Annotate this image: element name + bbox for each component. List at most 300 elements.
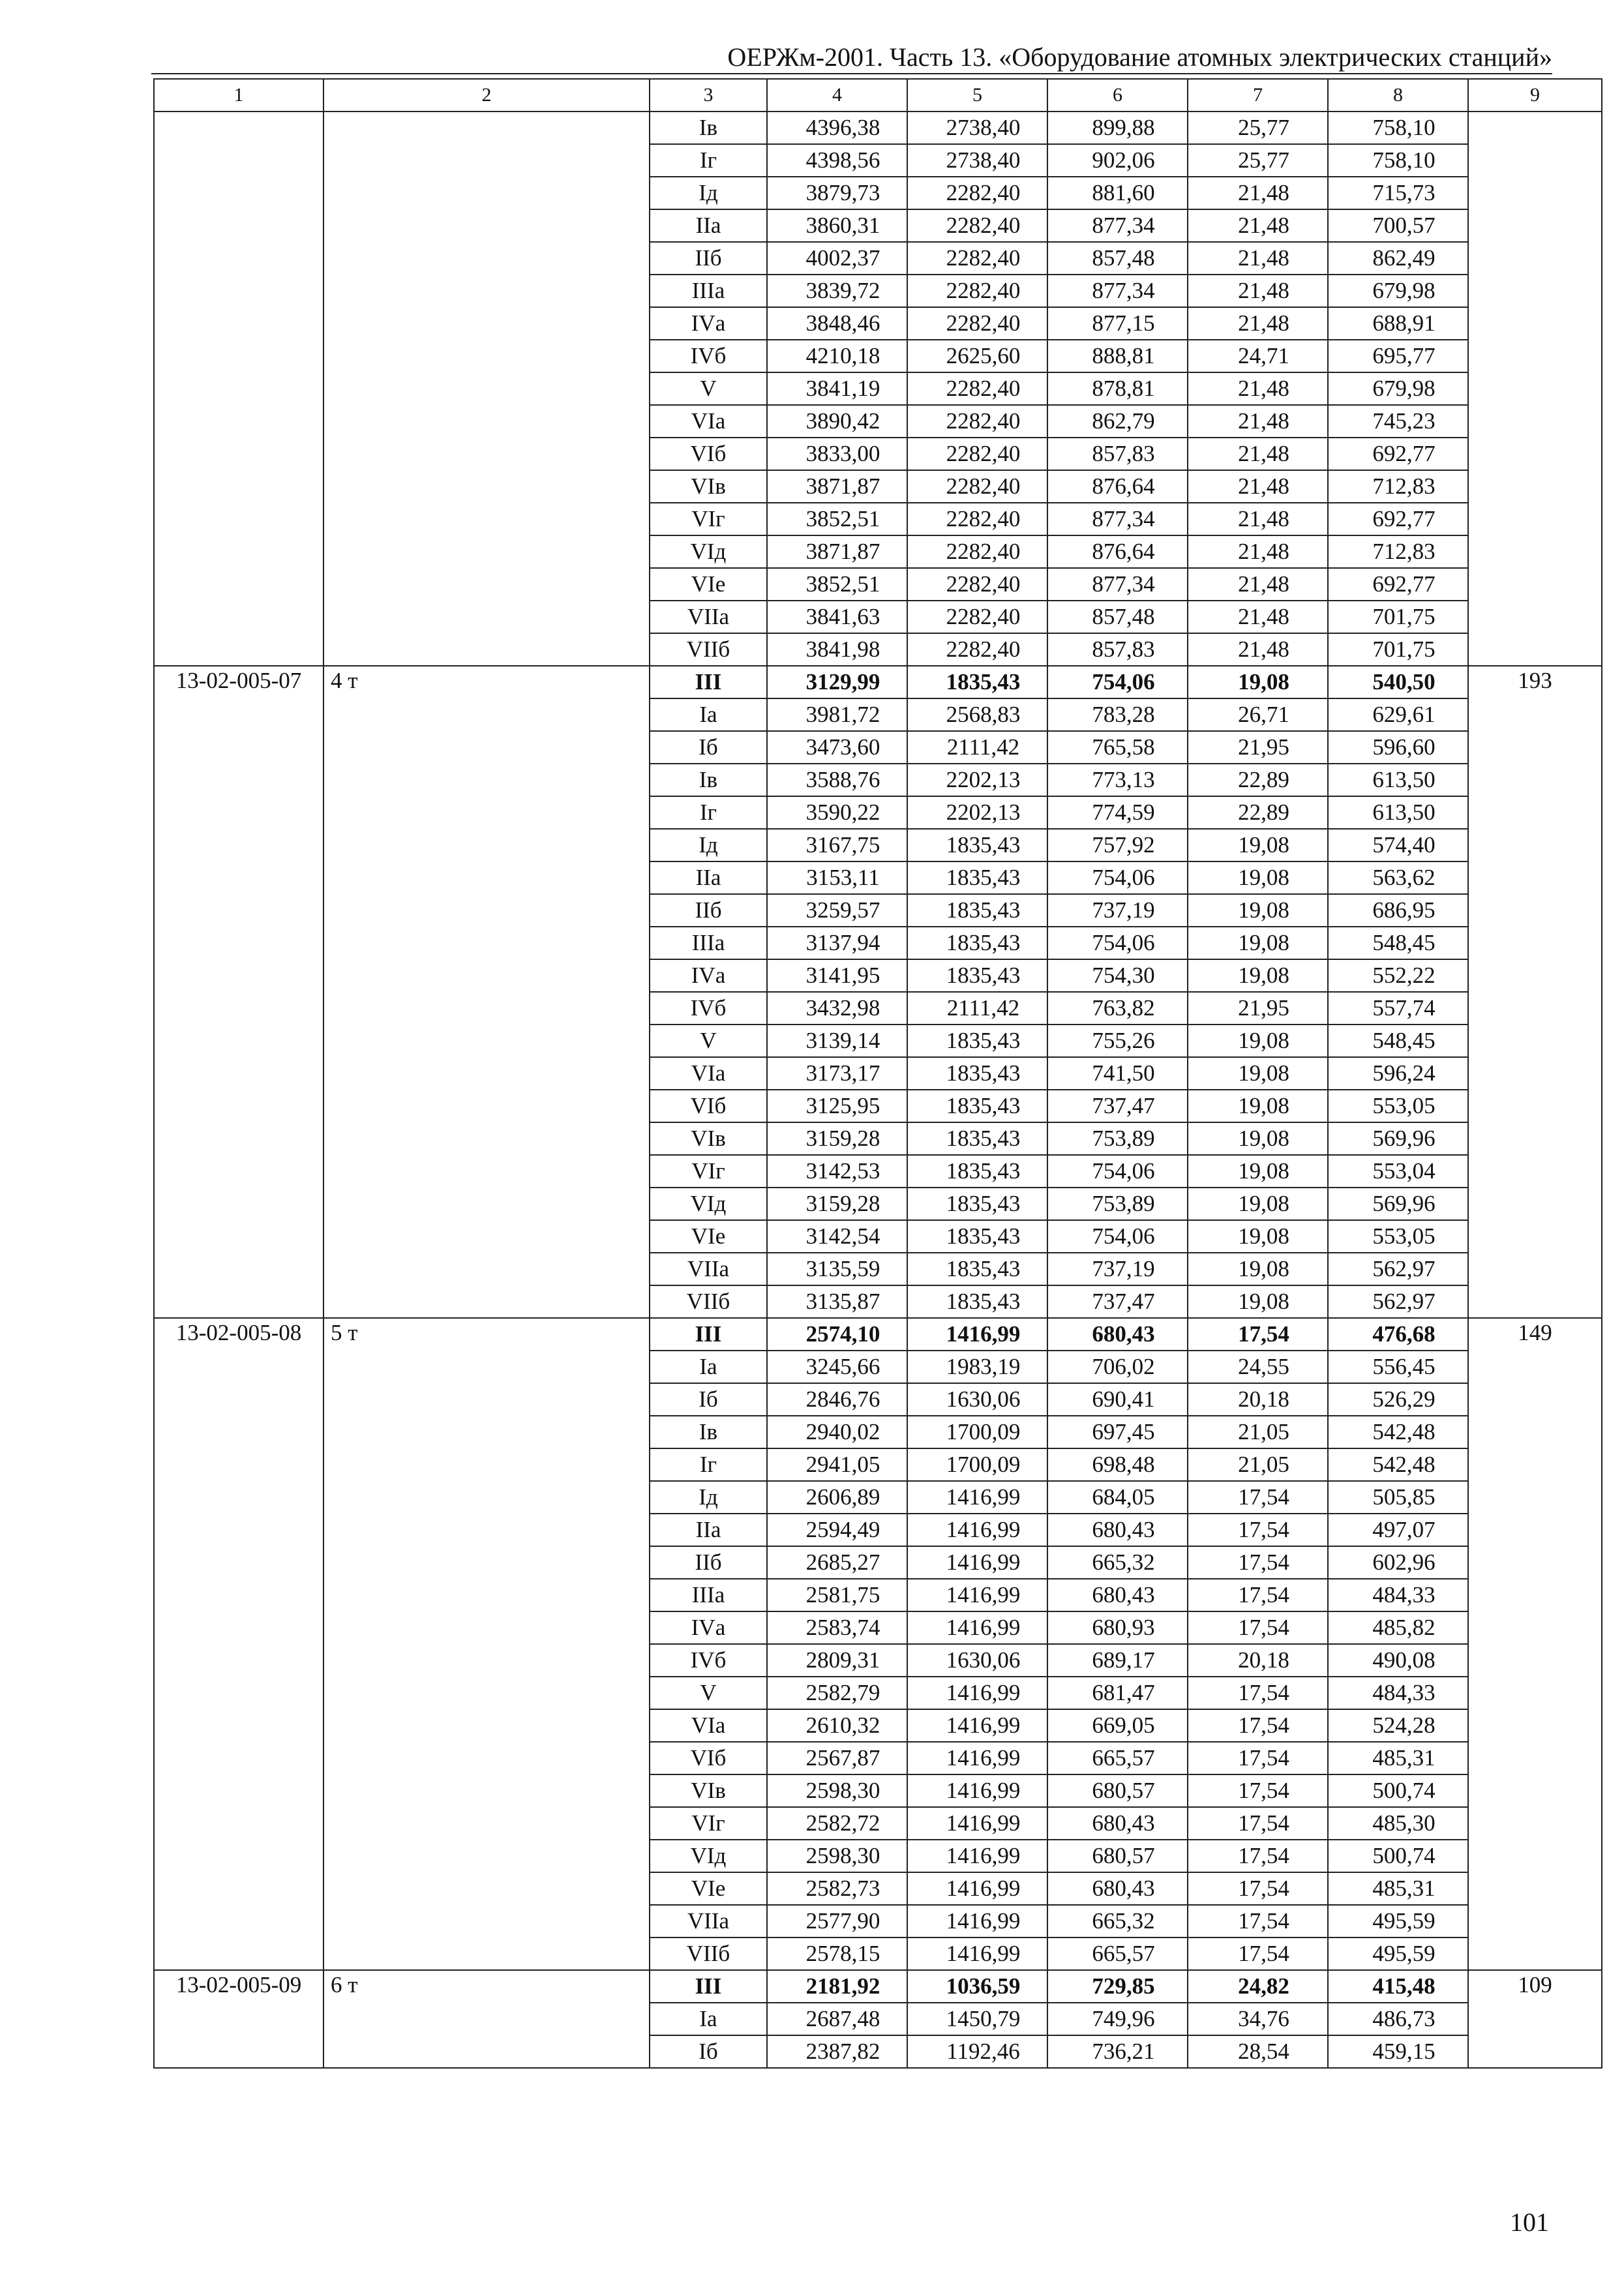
value-col6-cell: 737,19 [1047, 894, 1188, 927]
value-col5-cell: 1630,06 [907, 1383, 1047, 1416]
value-col7-cell: 34,76 [1188, 2003, 1328, 2035]
value-col7-cell: 19,08 [1188, 861, 1328, 894]
value-col5-cell: 2282,40 [907, 372, 1047, 405]
value-col4-cell: 2610,32 [767, 1709, 907, 1742]
value-col8-cell: 548,45 [1328, 1025, 1468, 1057]
value-col6-cell: 680,57 [1047, 1840, 1188, 1872]
value-col5-cell: 2282,40 [907, 535, 1047, 568]
value-col6-cell: 783,28 [1047, 698, 1188, 731]
zone-cell: VIд [650, 1840, 767, 1872]
value-col5-cell: 2282,40 [907, 601, 1047, 633]
table-row [154, 666, 1602, 698]
value-col6-cell: 857,48 [1047, 242, 1188, 275]
value-col5-cell: 1835,43 [907, 1155, 1047, 1188]
value-col8-cell: 679,98 [1328, 372, 1468, 405]
value-col7-cell: 21,48 [1188, 535, 1328, 568]
value-col5-cell: 1416,99 [907, 1742, 1047, 1774]
value-col7-cell: 25,77 [1188, 112, 1328, 144]
value-col5-cell: 1835,43 [907, 861, 1047, 894]
value-col8-cell: 542,48 [1328, 1416, 1468, 1448]
value-col4-cell: 3129,99 [767, 666, 907, 698]
value-col5-cell: 1416,99 [907, 1709, 1047, 1742]
value-col8-cell: 542,48 [1328, 1448, 1468, 1481]
column-number: 1 [154, 79, 323, 112]
value-col7-cell: 17,54 [1188, 1937, 1328, 1970]
value-col7-cell: 21,05 [1188, 1448, 1328, 1481]
zone-cell: Iа [650, 2003, 767, 2035]
value-col7-cell: 26,71 [1188, 698, 1328, 731]
value-col8-cell: 557,74 [1328, 992, 1468, 1025]
value-col7-cell: 19,08 [1188, 927, 1328, 959]
value-col5-cell: 2625,60 [907, 340, 1047, 372]
value-col8-cell: 553,04 [1328, 1155, 1468, 1188]
value-col5-cell: 2282,40 [907, 242, 1047, 275]
value-col4-cell: 3159,28 [767, 1188, 907, 1220]
value-col8-cell: 562,97 [1328, 1285, 1468, 1318]
value-col8-cell: 459,15 [1328, 2035, 1468, 2068]
zone-cell: Iб [650, 2035, 767, 2068]
column-number: 8 [1328, 79, 1468, 112]
value-col7-cell: 21,48 [1188, 438, 1328, 470]
zone-cell: IIа [650, 861, 767, 894]
resource-code-cell: 13-02-005-07 [154, 666, 323, 1318]
value-col7-cell: 21,05 [1188, 1416, 1328, 1448]
zone-cell: VIIа [650, 1253, 767, 1285]
zone-cell: IIIа [650, 927, 767, 959]
zone-cell: VIе [650, 1220, 767, 1253]
value-col4-cell: 4398,56 [767, 144, 907, 177]
value-col6-cell: 689,17 [1047, 1644, 1188, 1677]
value-col7-cell: 19,08 [1188, 1285, 1328, 1318]
value-col5-cell: 1416,99 [907, 1905, 1047, 1937]
zone-cell: VIг [650, 1807, 767, 1840]
value-col5-cell: 2738,40 [907, 144, 1047, 177]
value-col6-cell: 749,96 [1047, 2003, 1188, 2035]
value-col7-cell: 19,08 [1188, 1025, 1328, 1057]
value-col8-cell: 562,97 [1328, 1253, 1468, 1285]
value-col6-cell: 684,05 [1047, 1481, 1188, 1514]
zone-cell: VIв [650, 470, 767, 503]
value-col6-cell: 665,57 [1047, 1937, 1188, 1970]
value-col6-cell: 755,26 [1047, 1025, 1188, 1057]
value-col4-cell: 3839,72 [767, 275, 907, 307]
value-col8-cell: 548,45 [1328, 927, 1468, 959]
value-col4-cell: 2940,02 [767, 1416, 907, 1448]
value-col8-cell: 613,50 [1328, 796, 1468, 829]
value-col8-cell: 692,77 [1328, 568, 1468, 601]
value-col4-cell: 3135,87 [767, 1285, 907, 1318]
value-col5-cell: 1416,99 [907, 1318, 1047, 1351]
value-col7-cell: 17,54 [1188, 1481, 1328, 1514]
value-col4-cell: 3125,95 [767, 1090, 907, 1122]
value-col4-cell: 3159,28 [767, 1122, 907, 1155]
value-col8-cell: 574,40 [1328, 829, 1468, 861]
value-col4-cell: 2582,79 [767, 1677, 907, 1709]
value-col4-cell: 4002,37 [767, 242, 907, 275]
value-col4-cell: 4210,18 [767, 340, 907, 372]
value-col6-cell: 877,34 [1047, 209, 1188, 242]
zone-cell: IVа [650, 1611, 767, 1644]
value-col7-cell: 19,08 [1188, 1122, 1328, 1155]
value-col4-cell: 2594,49 [767, 1514, 907, 1546]
value-col4-cell: 3833,00 [767, 438, 907, 470]
value-col8-cell: 596,60 [1328, 731, 1468, 764]
value-col5-cell: 1835,43 [907, 927, 1047, 959]
value-col7-cell: 21,48 [1188, 307, 1328, 340]
value-col8-cell: 495,59 [1328, 1937, 1468, 1970]
value-col6-cell: 680,43 [1047, 1514, 1188, 1546]
value-col4-cell: 3167,75 [767, 829, 907, 861]
value-col7-cell: 21,95 [1188, 992, 1328, 1025]
zone-cell: Iд [650, 177, 767, 209]
value-col7-cell: 20,18 [1188, 1383, 1328, 1416]
value-col8-cell: 613,50 [1328, 764, 1468, 796]
table-row [154, 1318, 1602, 1351]
value-col6-cell: 899,88 [1047, 112, 1188, 144]
value-col8-cell: 540,50 [1328, 666, 1468, 698]
value-col4-cell: 4396,38 [767, 112, 907, 144]
value-col7-cell: 17,54 [1188, 1840, 1328, 1872]
value-col4-cell: 2685,27 [767, 1546, 907, 1579]
value-col7-cell: 17,54 [1188, 1742, 1328, 1774]
value-col7-cell: 19,08 [1188, 1155, 1328, 1188]
value-col8-cell: 553,05 [1328, 1090, 1468, 1122]
value-col4-cell: 2598,30 [767, 1840, 907, 1872]
value-col6-cell: 741,50 [1047, 1057, 1188, 1090]
value-col8-cell: 553,05 [1328, 1220, 1468, 1253]
value-col5-cell: 1416,99 [907, 1872, 1047, 1905]
value-col6-cell: 680,57 [1047, 1774, 1188, 1807]
value-col7-cell: 20,18 [1188, 1644, 1328, 1677]
value-col8-cell: 485,82 [1328, 1611, 1468, 1644]
value-col4-cell: 2582,72 [767, 1807, 907, 1840]
value-col7-cell: 21,48 [1188, 633, 1328, 666]
value-col8-cell: 485,30 [1328, 1807, 1468, 1840]
value-col8-cell: 500,74 [1328, 1840, 1468, 1872]
value-col6-cell: 877,34 [1047, 568, 1188, 601]
value-col4-cell: 3153,11 [767, 861, 907, 894]
value-col5-cell: 1630,06 [907, 1644, 1047, 1677]
zone-cell: VIа [650, 1709, 767, 1742]
value-col6-cell: 754,06 [1047, 1155, 1188, 1188]
value-col4-cell: 2578,15 [767, 1937, 907, 1970]
page-header-title: ОЕРЖм-2001. Часть 13. «Оборудование атомных электрических станций» [727, 42, 1552, 72]
value-col5-cell: 1983,19 [907, 1351, 1047, 1383]
value-col4-cell: 3841,98 [767, 633, 907, 666]
value-col8-cell: 556,45 [1328, 1351, 1468, 1383]
value-col8-cell: 745,23 [1328, 405, 1468, 438]
value-col8-cell: 569,96 [1328, 1122, 1468, 1155]
resource-code-cell [154, 112, 323, 666]
value-col6-cell: 888,81 [1047, 340, 1188, 372]
value-col5-cell: 2202,13 [907, 764, 1047, 796]
value-col5-cell: 2282,40 [907, 177, 1047, 209]
value-col7-cell: 17,54 [1188, 1514, 1328, 1546]
value-col6-cell: 665,32 [1047, 1905, 1188, 1937]
value-col6-cell: 877,34 [1047, 503, 1188, 535]
value-col8-cell: 701,75 [1328, 601, 1468, 633]
value-col7-cell: 17,54 [1188, 1905, 1328, 1937]
value-col4-cell: 2181,92 [767, 1970, 907, 2003]
value-col8-cell: 485,31 [1328, 1872, 1468, 1905]
zone-cell: Iа [650, 1351, 767, 1383]
value-col7-cell: 25,77 [1188, 144, 1328, 177]
value-col4-cell: 3841,19 [767, 372, 907, 405]
value-col4-cell: 3142,54 [767, 1220, 907, 1253]
value-col5-cell: 1700,09 [907, 1416, 1047, 1448]
value-col8-cell: 758,10 [1328, 144, 1468, 177]
value-col8-cell: 476,68 [1328, 1318, 1468, 1351]
column-number: 2 [323, 79, 650, 112]
value-col5-cell: 2111,42 [907, 992, 1047, 1025]
value-col4-cell: 2577,90 [767, 1905, 907, 1937]
value-col8-cell: 695,77 [1328, 340, 1468, 372]
value-col5-cell: 1835,43 [907, 1253, 1047, 1285]
value-col7-cell: 21,48 [1188, 568, 1328, 601]
value-col6-cell: 698,48 [1047, 1448, 1188, 1481]
value-col4-cell: 3848,46 [767, 307, 907, 340]
zone-cell: Iв [650, 112, 767, 144]
value-col5-cell: 1416,99 [907, 1937, 1047, 1970]
value-col8-cell: 596,24 [1328, 1057, 1468, 1090]
zone-cell: VIе [650, 1872, 767, 1905]
value-col4-cell: 3245,66 [767, 1351, 907, 1383]
value-col6-cell: 729,85 [1047, 1970, 1188, 2003]
value-col4-cell: 2846,76 [767, 1383, 907, 1416]
value-col6-cell: 697,45 [1047, 1416, 1188, 1448]
value-col6-cell: 881,60 [1047, 177, 1188, 209]
zone-cell: Iб [650, 1383, 767, 1416]
value-col8-cell: 486,73 [1328, 2003, 1468, 2035]
zone-cell: III [650, 1318, 767, 1351]
column-number-row [154, 79, 1602, 112]
value-col6-cell: 876,64 [1047, 535, 1188, 568]
value-col7-cell: 17,54 [1188, 1579, 1328, 1611]
zone-cell: IIб [650, 242, 767, 275]
value-col7-cell: 21,48 [1188, 372, 1328, 405]
zone-cell: VIв [650, 1122, 767, 1155]
zone-cell: IIб [650, 1546, 767, 1579]
value-col7-cell: 19,08 [1188, 959, 1328, 992]
value-col8-cell: 715,73 [1328, 177, 1468, 209]
zone-cell: VIб [650, 1090, 767, 1122]
zone-cell: VIа [650, 405, 767, 438]
value-col7-cell: 21,48 [1188, 275, 1328, 307]
zone-cell: VIIб [650, 633, 767, 666]
value-col4-cell: 3141,95 [767, 959, 907, 992]
value-col8-cell: 526,29 [1328, 1383, 1468, 1416]
value-col7-cell: 21,48 [1188, 242, 1328, 275]
value-col6-cell: 902,06 [1047, 144, 1188, 177]
value-col4-cell: 2581,75 [767, 1579, 907, 1611]
equipment-name-cell: 6 т [323, 1970, 650, 2068]
zone-cell: IVб [650, 992, 767, 1025]
value-col5-cell: 2282,40 [907, 438, 1047, 470]
value-col4-cell: 3841,63 [767, 601, 907, 633]
zone-cell: VIг [650, 503, 767, 535]
value-col8-cell: 701,75 [1328, 633, 1468, 666]
value-col4-cell: 2687,48 [767, 2003, 907, 2035]
value-col9-cell: 109 [1468, 1970, 1602, 2068]
value-col4-cell: 3871,87 [767, 535, 907, 568]
value-col4-cell: 3871,87 [767, 470, 907, 503]
value-col7-cell: 24,71 [1188, 340, 1328, 372]
value-col6-cell: 862,79 [1047, 405, 1188, 438]
zone-cell: VIд [650, 535, 767, 568]
zone-cell: IIIа [650, 275, 767, 307]
value-col8-cell: 629,61 [1328, 698, 1468, 731]
value-col5-cell: 2282,40 [907, 405, 1047, 438]
value-col7-cell: 24,82 [1188, 1970, 1328, 2003]
value-col6-cell: 857,83 [1047, 438, 1188, 470]
value-col6-cell: 669,05 [1047, 1709, 1188, 1742]
value-col6-cell: 877,34 [1047, 275, 1188, 307]
value-col8-cell: 563,62 [1328, 861, 1468, 894]
value-col6-cell: 754,06 [1047, 1220, 1188, 1253]
zone-cell: III [650, 666, 767, 698]
value-col4-cell: 2941,05 [767, 1448, 907, 1481]
value-col5-cell: 1835,43 [907, 1220, 1047, 1253]
value-col5-cell: 2282,40 [907, 503, 1047, 535]
value-col5-cell: 1416,99 [907, 1774, 1047, 1807]
zone-cell: VIIб [650, 1285, 767, 1318]
resource-code-cell: 13-02-005-09 [154, 1970, 323, 2068]
value-col5-cell: 1835,43 [907, 1090, 1047, 1122]
value-col6-cell: 680,43 [1047, 1872, 1188, 1905]
value-col5-cell: 1416,99 [907, 1579, 1047, 1611]
value-col5-cell: 1192,46 [907, 2035, 1047, 2068]
value-col4-cell: 3432,98 [767, 992, 907, 1025]
value-col5-cell: 1835,43 [907, 1057, 1047, 1090]
value-col8-cell: 692,77 [1328, 438, 1468, 470]
value-col4-cell: 3981,72 [767, 698, 907, 731]
value-col7-cell: 17,54 [1188, 1709, 1328, 1742]
value-col4-cell: 3139,14 [767, 1025, 907, 1057]
value-col8-cell: 688,91 [1328, 307, 1468, 340]
value-col7-cell: 19,08 [1188, 1057, 1328, 1090]
value-col7-cell: 19,08 [1188, 1253, 1328, 1285]
value-col6-cell: 773,13 [1047, 764, 1188, 796]
zone-cell: VIIа [650, 1905, 767, 1937]
value-col5-cell: 2202,13 [907, 796, 1047, 829]
zone-cell: IIа [650, 1514, 767, 1546]
value-col6-cell: 737,47 [1047, 1090, 1188, 1122]
value-col6-cell: 857,83 [1047, 633, 1188, 666]
column-number: 3 [650, 79, 767, 112]
value-col4-cell: 3890,42 [767, 405, 907, 438]
value-col7-cell: 21,48 [1188, 601, 1328, 633]
value-col7-cell: 21,48 [1188, 209, 1328, 242]
value-col5-cell: 1416,99 [907, 1677, 1047, 1709]
value-col8-cell: 497,07 [1328, 1514, 1468, 1546]
value-col8-cell: 484,33 [1328, 1579, 1468, 1611]
zone-cell: Iг [650, 796, 767, 829]
zone-cell: V [650, 372, 767, 405]
equipment-name-cell: 5 т [323, 1318, 650, 1970]
value-col6-cell: 763,82 [1047, 992, 1188, 1025]
zone-cell: Iг [650, 1448, 767, 1481]
value-col8-cell: 505,85 [1328, 1481, 1468, 1514]
zone-cell: Iд [650, 829, 767, 861]
value-col8-cell: 692,77 [1328, 503, 1468, 535]
value-col7-cell: 17,54 [1188, 1611, 1328, 1644]
value-col4-cell: 3135,59 [767, 1253, 907, 1285]
value-col6-cell: 857,48 [1047, 601, 1188, 633]
header-divider [151, 73, 1552, 74]
value-col5-cell: 1835,43 [907, 666, 1047, 698]
value-col8-cell: 500,74 [1328, 1774, 1468, 1807]
value-col6-cell: 753,89 [1047, 1188, 1188, 1220]
value-col5-cell: 2282,40 [907, 568, 1047, 601]
value-col6-cell: 681,47 [1047, 1677, 1188, 1709]
value-col5-cell: 1835,43 [907, 1188, 1047, 1220]
column-number: 9 [1468, 79, 1602, 112]
column-number: 4 [767, 79, 907, 112]
value-col4-cell: 3137,94 [767, 927, 907, 959]
zone-cell: Iв [650, 1416, 767, 1448]
value-col5-cell: 1416,99 [907, 1546, 1047, 1579]
value-col8-cell: 679,98 [1328, 275, 1468, 307]
value-col6-cell: 680,43 [1047, 1807, 1188, 1840]
value-col6-cell: 878,81 [1047, 372, 1188, 405]
value-col7-cell: 19,08 [1188, 666, 1328, 698]
value-col7-cell: 17,54 [1188, 1872, 1328, 1905]
value-col8-cell: 524,28 [1328, 1709, 1468, 1742]
value-col8-cell: 495,59 [1328, 1905, 1468, 1937]
value-col4-cell: 3860,31 [767, 209, 907, 242]
value-col6-cell: 765,58 [1047, 731, 1188, 764]
value-col6-cell: 665,57 [1047, 1742, 1188, 1774]
value-col5-cell: 1416,99 [907, 1611, 1047, 1644]
value-col7-cell: 19,08 [1188, 1220, 1328, 1253]
value-col7-cell: 17,54 [1188, 1677, 1328, 1709]
value-col8-cell: 415,48 [1328, 1970, 1468, 2003]
zone-cell: VIг [650, 1155, 767, 1188]
zone-cell: IIа [650, 209, 767, 242]
value-col5-cell: 1416,99 [907, 1481, 1047, 1514]
value-col7-cell: 28,54 [1188, 2035, 1328, 2068]
value-col6-cell: 737,47 [1047, 1285, 1188, 1318]
value-col6-cell: 753,89 [1047, 1122, 1188, 1155]
value-col4-cell: 3588,76 [767, 764, 907, 796]
value-col7-cell: 19,08 [1188, 1090, 1328, 1122]
value-col7-cell: 17,54 [1188, 1774, 1328, 1807]
zone-cell: IVб [650, 340, 767, 372]
column-number: 7 [1188, 79, 1328, 112]
value-col4-cell: 3590,22 [767, 796, 907, 829]
value-col4-cell: 3852,51 [767, 503, 907, 535]
value-col5-cell: 2282,40 [907, 633, 1047, 666]
value-col7-cell: 19,08 [1188, 829, 1328, 861]
value-col8-cell: 552,22 [1328, 959, 1468, 992]
value-col6-cell: 690,41 [1047, 1383, 1188, 1416]
value-col5-cell: 1835,43 [907, 829, 1047, 861]
value-col5-cell: 2282,40 [907, 307, 1047, 340]
value-col4-cell: 2606,89 [767, 1481, 907, 1514]
value-col5-cell: 1835,43 [907, 1285, 1047, 1318]
zone-cell: IVа [650, 959, 767, 992]
value-col4-cell: 3259,57 [767, 894, 907, 927]
value-col7-cell: 21,95 [1188, 731, 1328, 764]
zone-cell: Iб [650, 731, 767, 764]
value-col4-cell: 2809,31 [767, 1644, 907, 1677]
value-col5-cell: 1450,79 [907, 2003, 1047, 2035]
value-col8-cell: 490,08 [1328, 1644, 1468, 1677]
value-col6-cell: 680,43 [1047, 1318, 1188, 1351]
value-col4-cell: 3852,51 [767, 568, 907, 601]
value-col5-cell: 2282,40 [907, 209, 1047, 242]
equipment-name-cell [323, 112, 650, 666]
